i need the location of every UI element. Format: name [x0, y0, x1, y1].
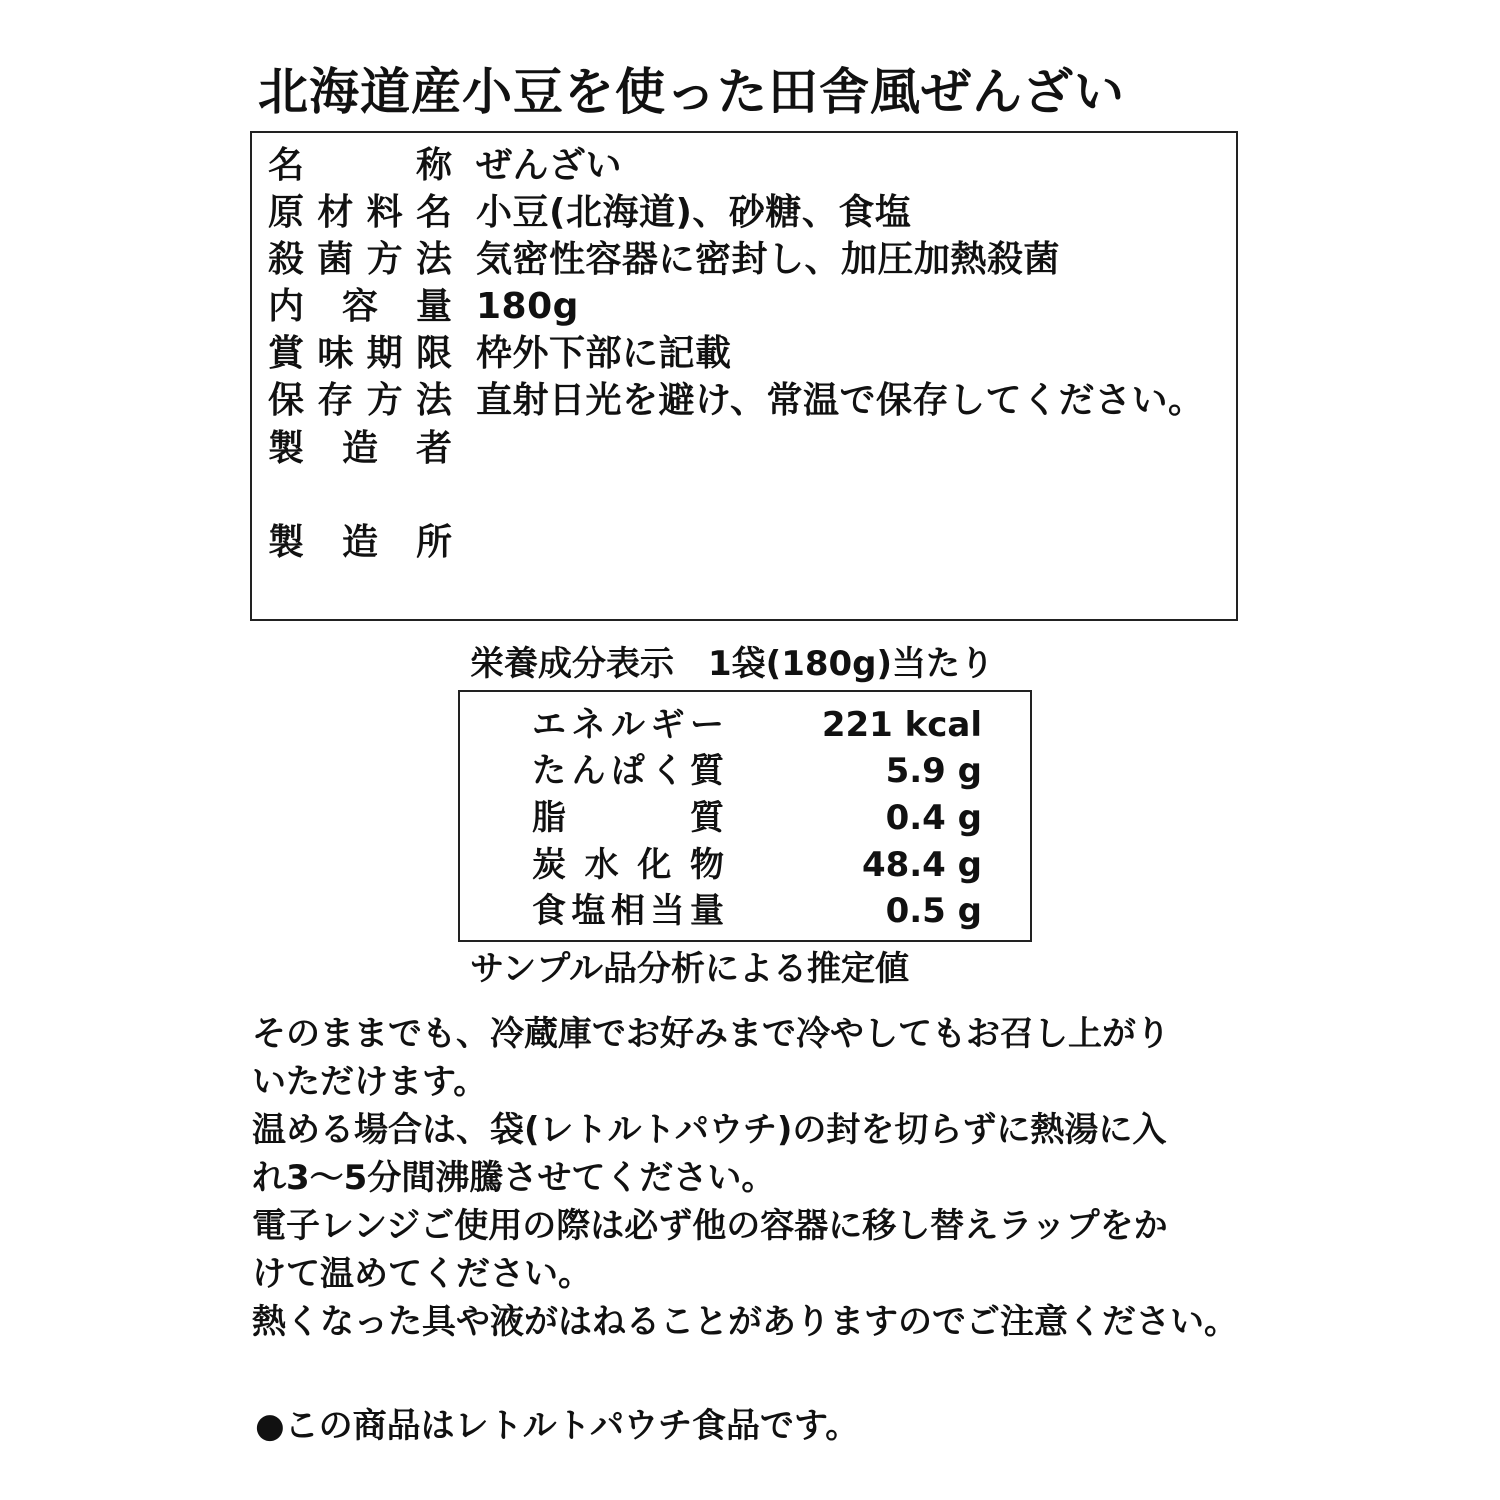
product-label-table: [250, 131, 1238, 621]
nutrition-row-fat: [532, 795, 982, 841]
label-key: 保存方法: [268, 380, 452, 421]
nutrient-value: 5.9 g: [885, 751, 982, 791]
nutrient-name: 食塩相当量: [532, 891, 724, 931]
instruction-line: 温める場合は、袋(レトルトパウチ)の封を切らずに熱湯に入: [252, 1110, 1167, 1150]
label-value: 気密性容器に密封し、加圧加熱殺菌: [476, 239, 1061, 280]
label-value: ぜんざい: [476, 145, 623, 186]
label-value: 180g: [476, 286, 579, 327]
nutrition-heading: 栄養成分表示 1袋(180g)当たり: [470, 644, 995, 684]
label-value: 小豆(北海道)、砂糖、食塩: [476, 192, 912, 233]
nutrient-value: 0.4 g: [885, 798, 982, 838]
label-key: 名称: [268, 145, 452, 186]
label-value: 直射日光を避け、常温で保存してください。: [476, 380, 1205, 421]
nutrient-value: 0.5 g: [885, 891, 982, 931]
instruction-line: いただけます。: [252, 1062, 488, 1102]
nutrition-row-carbohydrate: [532, 842, 982, 888]
nutrient-name: 脂質: [532, 798, 724, 838]
instruction-line: そのままでも、冷蔵庫でお好みまで冷やしてもお召し上がり: [252, 1014, 1170, 1054]
instruction-line: れ3～5分間沸騰させてください。: [252, 1158, 776, 1198]
nutrient-name: 炭水化物: [532, 845, 724, 885]
nutrition-table: [458, 690, 1032, 942]
product-title: 北海道産小豆を使った田舎風ぜんざい: [258, 63, 1125, 121]
nutrient-name: エネルギー: [532, 705, 724, 745]
label-key: 賞味期限: [268, 333, 452, 374]
nutrition-row-salt: [532, 888, 982, 934]
retort-pouch-footnote: ●この商品はレトルトパウチ食品です。: [255, 1406, 860, 1446]
nutrient-value: 48.4 g: [861, 845, 982, 885]
label-key: 製造所: [268, 522, 452, 563]
instruction-line: 熱くなった具や液がはねることがありますのでご注意ください。: [252, 1302, 1238, 1342]
usage-instructions: [252, 1010, 1252, 1346]
label-value: 枠外下部に記載: [476, 333, 732, 374]
label-key: 殺菌方法: [268, 239, 452, 280]
instruction-line: 電子レンジご使用の際は必ず他の容器に移し替えラップをか: [252, 1206, 1168, 1246]
instruction-line: けて温めてください。: [252, 1254, 592, 1294]
label-key: 原材料名: [268, 192, 452, 233]
nutrient-value: 221 kcal: [821, 705, 982, 745]
label-key: 製造者: [268, 428, 452, 469]
nutrient-name: たんぱく質: [532, 751, 724, 791]
nutrition-note: サンプル品分析による推定値: [470, 949, 909, 989]
label-key: 内容量: [268, 286, 452, 327]
nutrition-row-energy: [532, 702, 982, 748]
nutrition-row-protein: [532, 748, 982, 794]
